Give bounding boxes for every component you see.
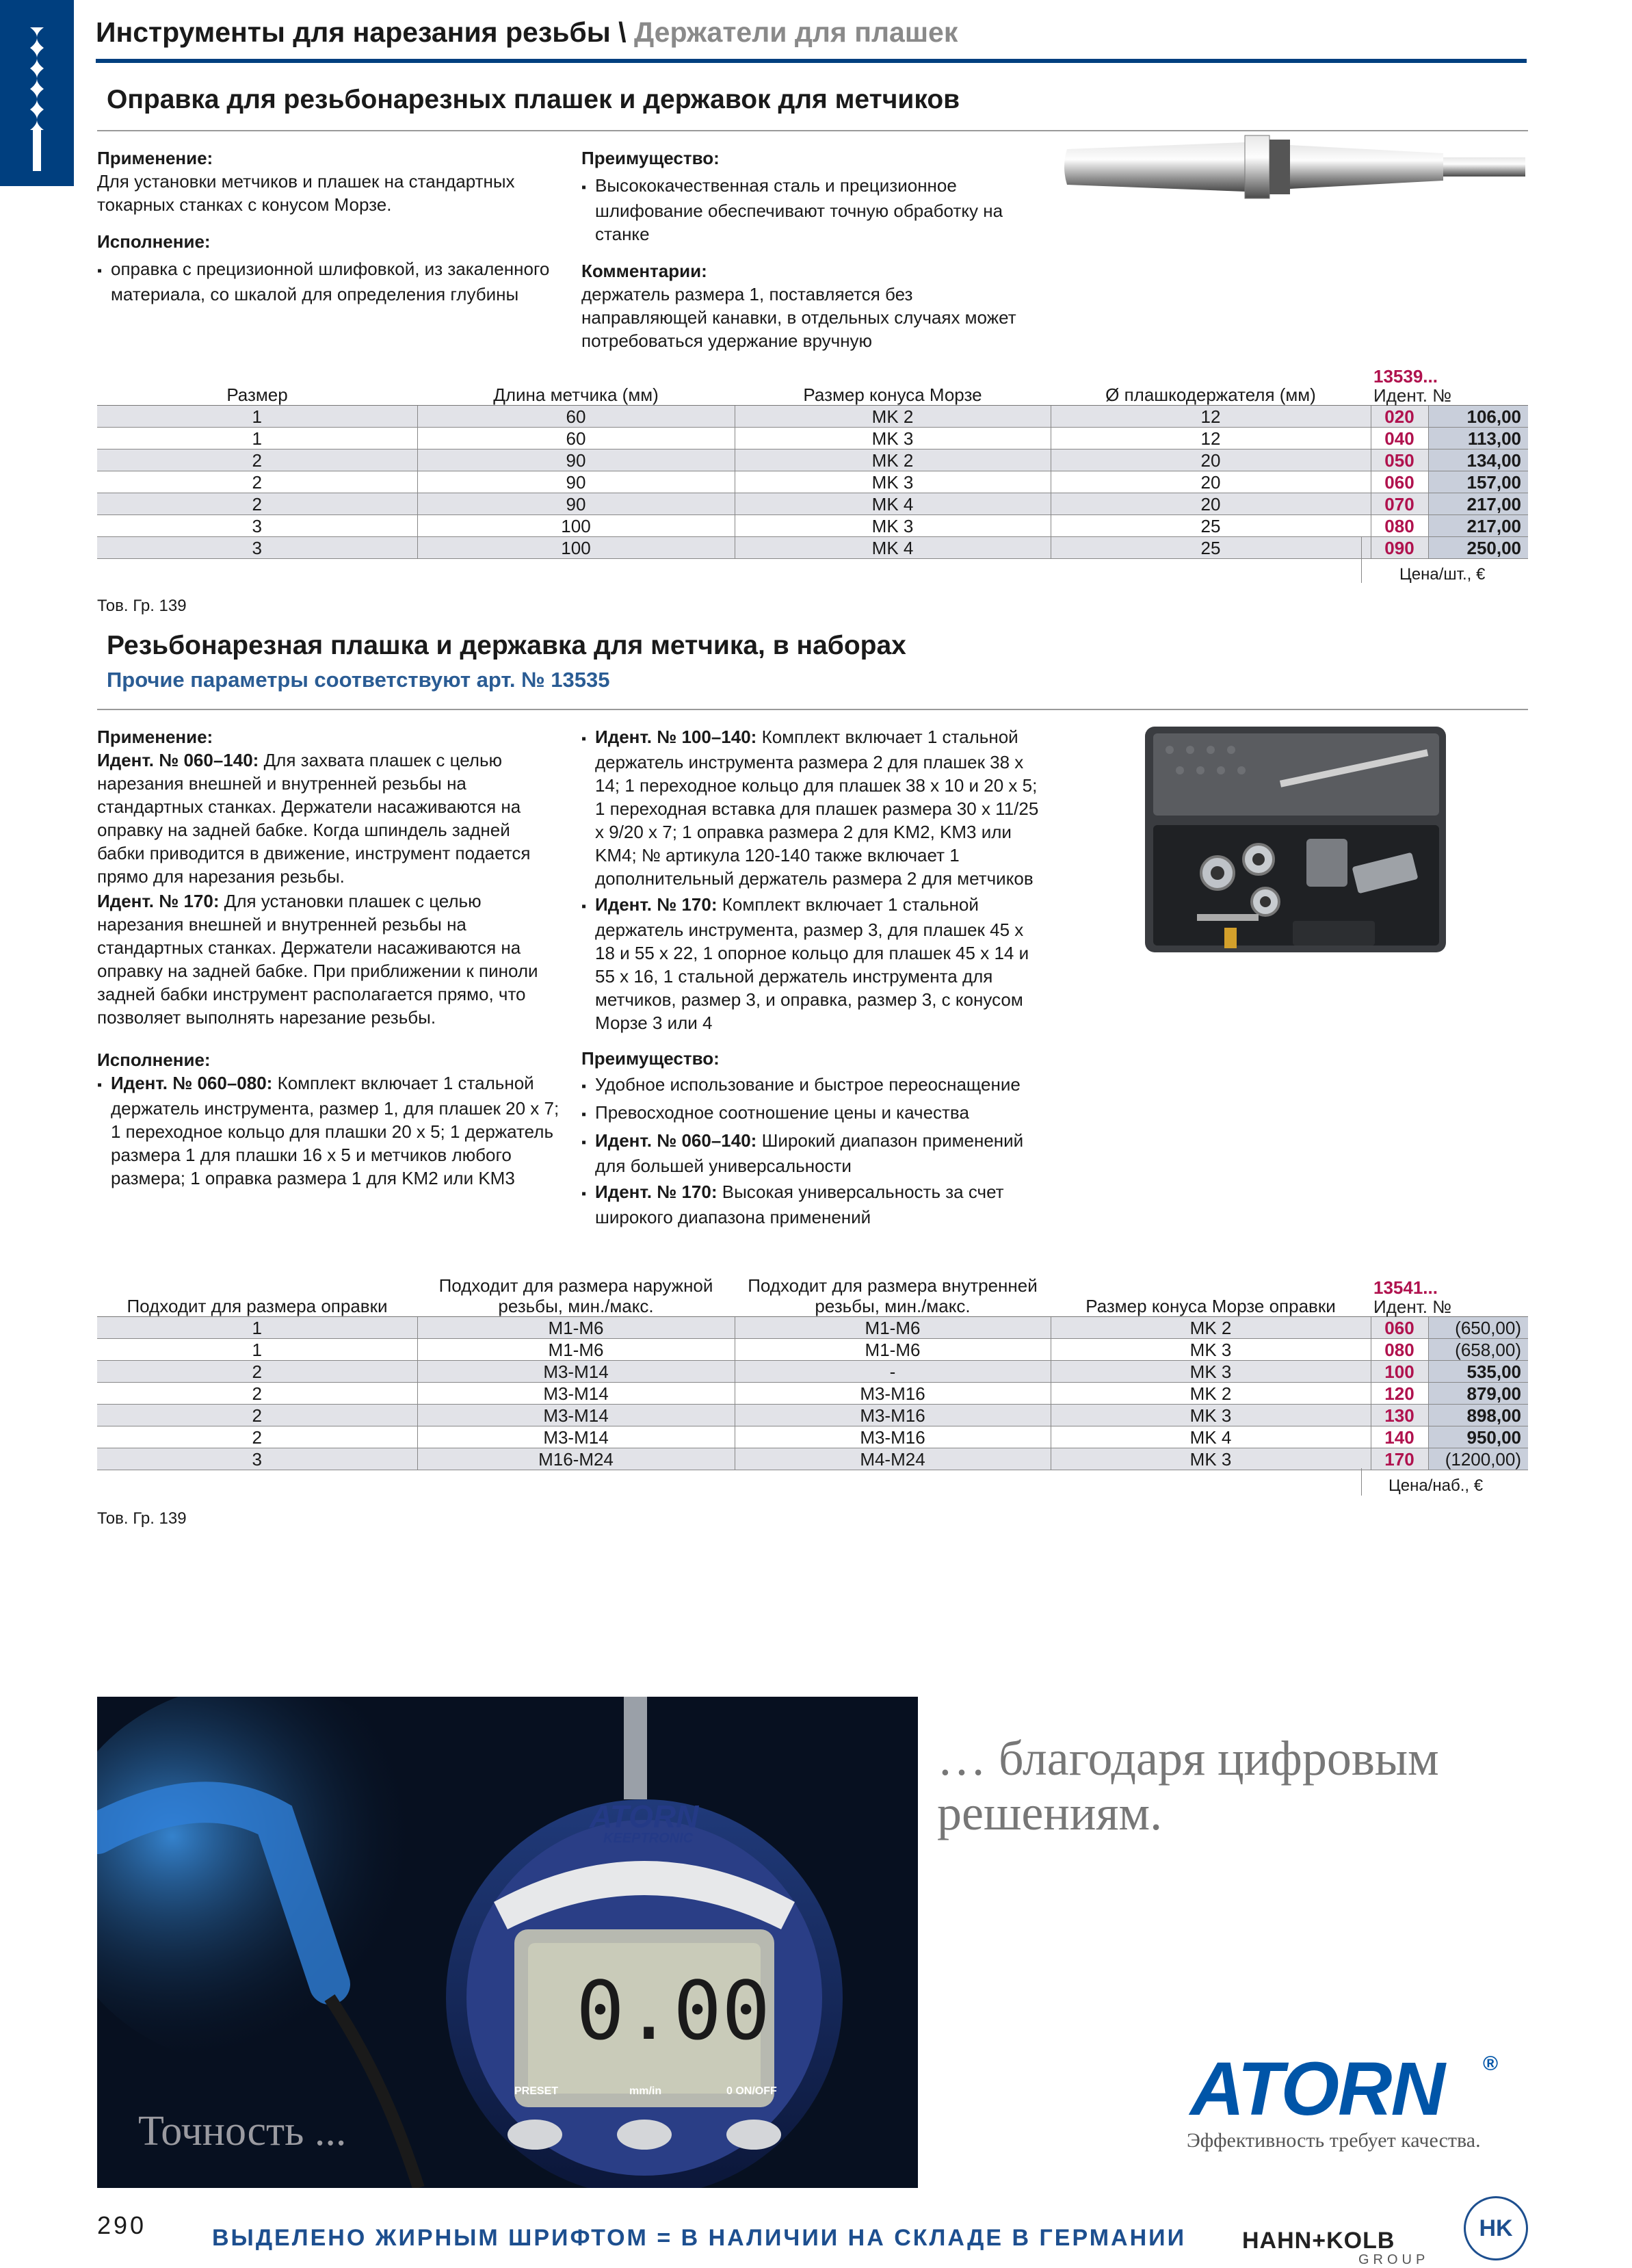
table-row xyxy=(97,1405,1528,1426)
application-para-2: Идент. № 170: Для установки плашек с целью нарезания внешней и внутренней резьбы на стандартных станках. Держатели насаживаются на оправку на задней бабке. При приближении к пиноли задней бабки инструмент располагается прямо, что позволяет выполнять нарезание резьбы. xyxy=(97,891,538,1028)
table-row xyxy=(97,471,1528,493)
ident-cell: 080 xyxy=(1371,1339,1428,1361)
ident-cell: 100 xyxy=(1371,1361,1428,1383)
ident-cell: 060 xyxy=(1371,1317,1428,1339)
ident-label: Идент. № xyxy=(1373,385,1452,406)
section2-rule xyxy=(97,709,1528,710)
device-model: KEEPTRONIC xyxy=(603,1831,694,1846)
table-cell: MK 4 xyxy=(735,537,1051,559)
table-cell: 1 xyxy=(97,1317,417,1339)
price-cell: 217,00 xyxy=(1428,493,1528,515)
application-para-1: Идент. № 060–140: Для захвата плашек с целью нарезания внешней и внутренней резьбы на стандартных станках. Держатели насаживаются на оправку на задней бабке. Когда шпиндель задней бабки приводится в движение, инструмент подается прямо для нарезания резьбы. xyxy=(97,750,531,887)
tool-set-case-image xyxy=(1142,722,1450,961)
comments-text: держатель размера 1, поставляется без направляющей канавки, в отдельных случаях может потребоваться удержание вручную xyxy=(581,284,1016,351)
col-header: Подходит для размера внутренней резьбы, мин./макс. xyxy=(735,1274,1051,1317)
page-number: 290 xyxy=(97,2211,147,2239)
table-row xyxy=(97,449,1528,471)
table-cell: M1-M6 xyxy=(735,1317,1051,1339)
header-title: Инструменты для нарезания резьбы xyxy=(96,16,611,48)
ad-photo xyxy=(97,1697,918,2188)
header-rule xyxy=(96,59,1527,63)
table-cell: MK 3 xyxy=(735,515,1051,537)
execution-item: ▪ Идент. № 170: Комплект включает 1 стальной держатель инструмента, размер 3, для плашек 45 x 18 и 55 x 22, 1 опорное кольцо для плашек 45 x 14 и 55 x 16, 1 стальной держатель инструмента для метчиков, размер 3, и оправка, размер 3, с конусом Морзе 3 или 4 xyxy=(581,893,1040,1034)
table-cell: 25 xyxy=(1051,515,1371,537)
price-cell: 950,00 xyxy=(1428,1426,1528,1448)
page-header xyxy=(96,16,958,49)
ident-cell: 130 xyxy=(1371,1405,1428,1426)
table-cell: 2 xyxy=(97,449,417,471)
article-code: 13541... xyxy=(1373,1277,1438,1298)
price-cell: (650,00) xyxy=(1428,1317,1528,1339)
advantage-label: Преимущество: xyxy=(581,148,720,168)
table-cell: MK 2 xyxy=(735,406,1051,428)
table-cell: MK 2 xyxy=(1051,1317,1371,1339)
table-row xyxy=(97,493,1528,515)
hahn-kolb-brand: HAHN+KOLB xyxy=(1242,2228,1395,2254)
table-cell: M16-M24 xyxy=(417,1448,735,1470)
ident-cell: 070 xyxy=(1371,493,1428,515)
device-brand: ATORN xyxy=(590,1799,699,1834)
table-cell: 90 xyxy=(417,471,735,493)
section2-left-col xyxy=(97,725,562,1190)
col-header: Размер конуса Морзе xyxy=(735,361,1051,406)
col-header: Подходит для размера наружной резьбы, мин./макс. xyxy=(417,1274,735,1317)
product-group: Тов. Гр. 139 xyxy=(97,597,187,615)
hk-emblem: HK xyxy=(1464,2196,1528,2260)
table-cell: MK 2 xyxy=(1051,1383,1371,1405)
col-header: Размер конуса Морзе оправки xyxy=(1051,1274,1371,1317)
price-cell: 113,00 xyxy=(1428,428,1528,449)
table-cell: 20 xyxy=(1051,493,1371,515)
price-cell: 134,00 xyxy=(1428,449,1528,471)
price-divider xyxy=(1361,536,1362,583)
table-cell: M1-M6 xyxy=(735,1339,1051,1361)
article-code: 13539... xyxy=(1373,366,1438,387)
table-cell: 2 xyxy=(97,1426,417,1448)
advantage-item: ▪ Высококачественная сталь и прецизионное шлифование обеспечивают точную обработку на станке xyxy=(581,174,1033,246)
table-cell: 90 xyxy=(417,493,735,515)
price-cell: 535,00 xyxy=(1428,1361,1528,1383)
ident-cell: 060 xyxy=(1371,471,1428,493)
ident-cell: 040 xyxy=(1371,428,1428,449)
table-cell: 25 xyxy=(1051,537,1371,559)
section1-title: Оправка для резьбонарезных плашек и державок для метчиков xyxy=(107,85,960,114)
table-cell: M4-M24 xyxy=(735,1448,1051,1470)
table-row xyxy=(97,1383,1528,1405)
table-cell: 100 xyxy=(417,515,735,537)
arbor-image xyxy=(1060,130,1532,204)
price-cell: (1200,00) xyxy=(1428,1448,1528,1470)
table-row xyxy=(97,428,1528,449)
table-row xyxy=(97,1448,1528,1470)
table-cell: 12 xyxy=(1051,406,1371,428)
section1-table xyxy=(97,361,1528,559)
price-note: Цена/шт., € xyxy=(1399,565,1486,584)
comments-label: Комментарии: xyxy=(581,261,707,281)
table-cell: 1 xyxy=(97,1339,417,1361)
table-cell: 1 xyxy=(97,406,417,428)
table-cell: MK 3 xyxy=(1051,1339,1371,1361)
unit-button-label: mm/in xyxy=(629,2085,662,2097)
table-cell: M3-M16 xyxy=(735,1383,1051,1405)
price-divider xyxy=(1361,1468,1362,1496)
table-cell: 1 xyxy=(97,428,417,449)
power-button-label: 0 ON/OFF xyxy=(726,2085,777,2097)
device-display: 0.00 xyxy=(576,1964,771,2058)
table-cell: MK 2 xyxy=(735,449,1051,471)
advantage-item: ▪ Превосходное соотношение цены и качества xyxy=(581,1101,1040,1126)
table-row xyxy=(97,1339,1528,1361)
price-cell: 879,00 xyxy=(1428,1383,1528,1405)
table-row xyxy=(97,1317,1528,1339)
ad-tagline-1: … благодаря цифровым xyxy=(937,1731,1439,1786)
application-label: Применение: xyxy=(97,148,213,168)
table-cell: MK 3 xyxy=(735,428,1051,449)
table-row xyxy=(97,1361,1528,1383)
table-cell: 12 xyxy=(1051,428,1371,449)
brand-group: GROUP xyxy=(1358,2252,1430,2267)
col-header: Размер xyxy=(97,361,417,406)
application-label: Применение: xyxy=(97,727,213,747)
execution-item: ▪ Идент. № 060–080: Комплект включает 1 стальной держатель инструмента, размер 1, для плашек 20 x 7; 1 переходное кольцо для плашки 20 x 5; 1 держатель размера 1 для плашки 16 x 5 и метчиков любого размера; 1 оправка размера 1 для KM2 или KM3 xyxy=(97,1071,562,1190)
table-cell: M3-M14 xyxy=(417,1361,735,1383)
execution-item: ▪ Идент. № 100–140: Комплект включает 1 стальной держатель инструмента размера 2 для плашек 38 x 14; 1 переходное кольцо для плашек 38 x 10 и 20 x 5; 1 переходная вставка для плашек размера 30 x 11/25 x 9/20 x 7; 1 оправка размера 2 для KM2, KM3 или KM4; № артикула 120-140 также включает 1 дополнительный держатель размера 2 для метчиков xyxy=(581,725,1040,890)
table-row xyxy=(97,406,1528,428)
price-cell: 217,00 xyxy=(1428,515,1528,537)
table-row xyxy=(97,1426,1528,1448)
ident-cell: 120 xyxy=(1371,1383,1428,1405)
chapter-tab xyxy=(0,0,74,186)
table-cell: 90 xyxy=(417,449,735,471)
table-cell: 3 xyxy=(97,515,417,537)
table-cell: MK 4 xyxy=(1051,1426,1371,1448)
table-cell: 2 xyxy=(97,471,417,493)
section2-mid-col xyxy=(581,725,1040,1229)
advantage-label: Преимущество: xyxy=(581,1048,720,1069)
table-cell: M3-M14 xyxy=(417,1426,735,1448)
table-cell: 20 xyxy=(1051,449,1371,471)
table-row xyxy=(97,515,1528,537)
price-cell: (658,00) xyxy=(1428,1339,1528,1361)
advantage-item: ▪ Удобное использование и быстрое переоснащение xyxy=(581,1073,1040,1098)
table-cell: MK 3 xyxy=(735,471,1051,493)
price-cell: 157,00 xyxy=(1428,471,1528,493)
price-cell: 106,00 xyxy=(1428,406,1528,428)
header-separator: \ xyxy=(610,16,634,48)
advantage-item: ▪ Идент. № 060–140: Широкий диапазон применений для большей универсальности xyxy=(581,1129,1040,1177)
table-cell: M1-M6 xyxy=(417,1339,735,1361)
atorn-logo: ATORN xyxy=(1190,2047,1444,2131)
ident-label: Идент. № xyxy=(1373,1296,1452,1317)
execution-label: Исполнение: xyxy=(97,231,211,252)
registered-mark: ® xyxy=(1483,2052,1499,2075)
section1-mid-col xyxy=(581,146,1033,352)
ad-precision-text: Точность ... xyxy=(138,2108,347,2154)
application-text: Для установки метчиков и плашек на стандартных токарных станках с конусом Морзе. xyxy=(97,171,515,215)
ident-cell: 090 xyxy=(1371,537,1428,559)
table-cell: 20 xyxy=(1051,471,1371,493)
section1-left-col xyxy=(97,146,562,306)
table-cell: - xyxy=(735,1361,1051,1383)
price-cell: 898,00 xyxy=(1428,1405,1528,1426)
ident-cell: 020 xyxy=(1371,406,1428,428)
col-header: Длина метчика (мм) xyxy=(417,361,735,406)
table-cell: 3 xyxy=(97,537,417,559)
product-group: Тов. Гр. 139 xyxy=(97,1509,187,1528)
section2-table xyxy=(97,1274,1528,1470)
table-cell: 2 xyxy=(97,493,417,515)
stock-note: ВЫДЕЛЕНО ЖИРНЫМ ШРИФТОМ = В НАЛИЧИИ НА СКЛАДЕ В ГЕРМАНИИ xyxy=(212,2225,1187,2251)
table-cell: 2 xyxy=(97,1383,417,1405)
ident-cell: 140 xyxy=(1371,1426,1428,1448)
advantage-item: ▪ Идент. № 170: Высокая универсальность за счет широкого диапазона применений xyxy=(581,1180,1040,1229)
table-cell: 2 xyxy=(97,1405,417,1426)
preset-button-label: PRESET xyxy=(514,2085,559,2097)
table-cell: M3-M16 xyxy=(735,1426,1051,1448)
ident-cell: 050 xyxy=(1371,449,1428,471)
execution-label: Исполнение: xyxy=(97,1050,211,1070)
header-subtitle: Держатели для плашек xyxy=(633,16,958,48)
table-cell: 60 xyxy=(417,428,735,449)
table-cell: MK 3 xyxy=(1051,1405,1371,1426)
table-cell: M3-M16 xyxy=(735,1405,1051,1426)
col-header: Ø плашкодержателя (мм) xyxy=(1051,361,1371,406)
col-header: Подходит для размера оправки xyxy=(97,1274,417,1317)
table-cell: 100 xyxy=(417,537,735,559)
table-row xyxy=(97,537,1528,559)
section2-title: Резьбонарезная плашка и державка для метчика, в наборах xyxy=(107,631,906,660)
table-cell: 60 xyxy=(417,406,735,428)
execution-item: ▪ оправка с прецизионной шлифовкой, из закаленного материала, со шкалой для определения глубины xyxy=(97,257,562,306)
ident-cell: 170 xyxy=(1371,1448,1428,1470)
table-cell: M3-M14 xyxy=(417,1405,735,1426)
price-cell: 250,00 xyxy=(1428,537,1528,559)
price-note: Цена/наб., € xyxy=(1388,1476,1484,1495)
ident-cell: 080 xyxy=(1371,515,1428,537)
table-cell: MK 4 xyxy=(735,493,1051,515)
drill-icon xyxy=(0,0,74,186)
table-cell: 3 xyxy=(97,1448,417,1470)
atorn-slogan: Эффективность требует качества. xyxy=(1187,2129,1481,2152)
table-cell: 2 xyxy=(97,1361,417,1383)
table-cell: MK 3 xyxy=(1051,1361,1371,1383)
table-cell: M1-M6 xyxy=(417,1317,735,1339)
section2-subtitle: Прочие параметры соответствуют арт. № 13535 xyxy=(107,668,610,692)
table-cell: MK 3 xyxy=(1051,1448,1371,1470)
ad-tagline-2: решениям. xyxy=(937,1786,1163,1840)
table-cell: M3-M14 xyxy=(417,1383,735,1405)
